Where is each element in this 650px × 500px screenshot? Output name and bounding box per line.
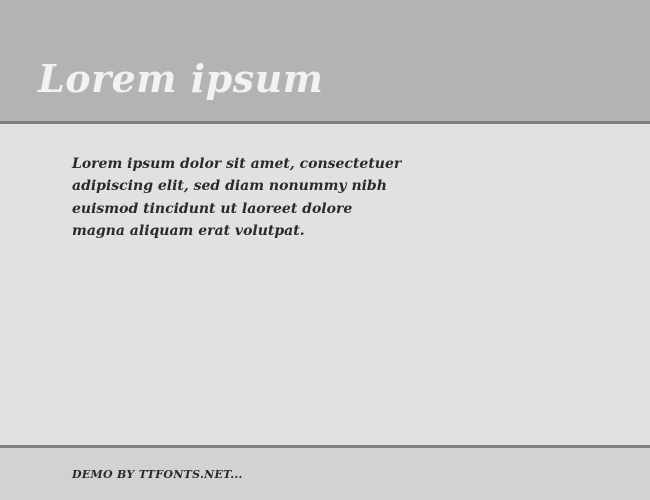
- header-divider: [0, 121, 650, 124]
- sample-paragraph: [72, 153, 422, 242]
- page-title: Lorem ipsum: [38, 56, 324, 101]
- sample-line: euismod tincidunt ut laoreet dolore: [72, 200, 353, 217]
- sample-line: Lorem ipsum dolor sit amet, consectetuer: [72, 156, 402, 172]
- sample-line: magna aliquam erat volutpat.: [72, 222, 305, 239]
- sample-line: adipiscing elit, sed diam nonummy nibh: [72, 178, 387, 195]
- footer-credit: DEMO BY TTFONTS.NET...: [72, 468, 243, 481]
